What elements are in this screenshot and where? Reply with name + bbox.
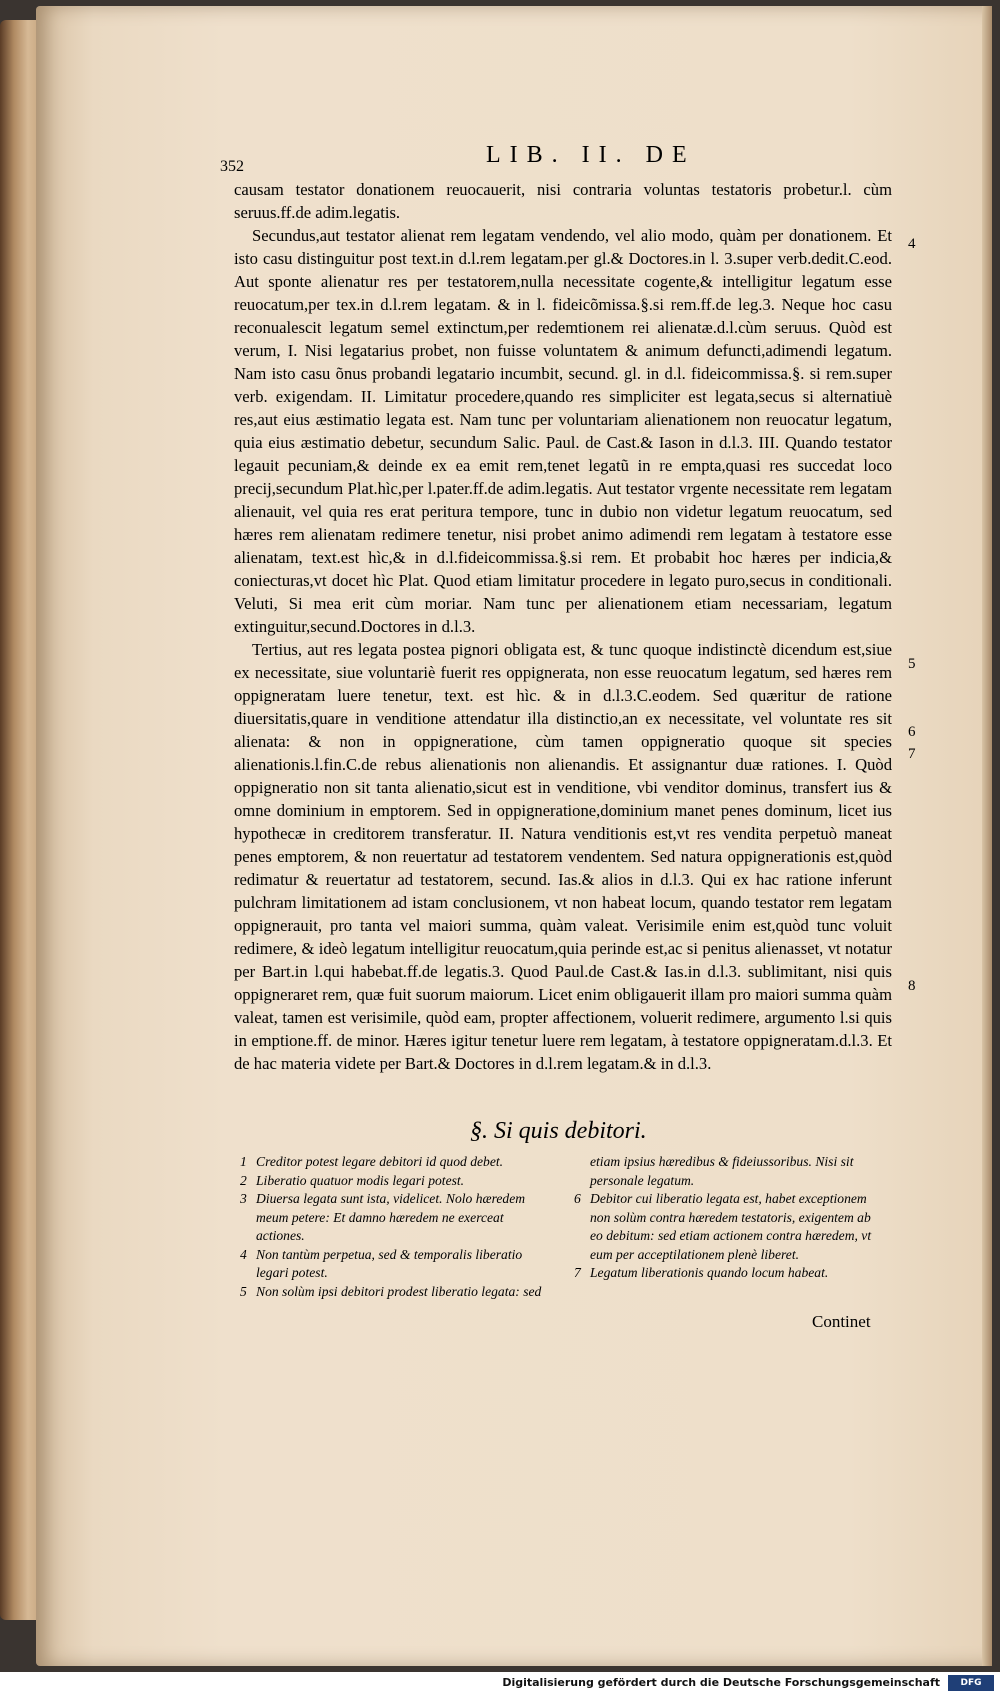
summary-text: Diuersa legata sunt ista, videlicet. Nolo hæredem meum petere: Et damno hæredem ne exerceat actiones.: [256, 1191, 526, 1243]
summary-item: [240, 1283, 552, 1302]
page-header: [0, 142, 1000, 175]
summary-column-left: [240, 1153, 552, 1301]
summary-number: 4: [240, 1246, 247, 1262]
footer: [0, 1672, 1000, 1695]
summary-text: etiam ipsius hæredibus & fideiussoribus. Nisi sit personale legatum.: [590, 1154, 854, 1188]
summary-item: [574, 1153, 886, 1190]
summary-item: [240, 1172, 552, 1191]
dfg-logo-icon: DFG: [948, 1675, 994, 1691]
running-head: LIB. II. DE: [486, 142, 696, 168]
funding-credit: Digitalisierung gefördert durch die Deutsche Forschungsgemeinschaft: [502, 1676, 940, 1689]
summary-text: Creditor potest legare debitori id quod debet.: [256, 1154, 504, 1169]
page-edge: [982, 6, 992, 1666]
summary-text: Legatum liberationis quando locum habeat.: [590, 1265, 829, 1280]
summary-number: 2: [240, 1172, 247, 1188]
summary-text: Non solùm ipsi debitori prodest liberatio legata: sed: [256, 1283, 542, 1299]
margin-number: 6: [908, 724, 916, 740]
summary-number: 5: [240, 1283, 247, 1299]
summary-number: 3: [240, 1191, 247, 1206]
body-text: [234, 178, 892, 1075]
margin-number: 8: [908, 978, 916, 994]
summary-item: [574, 1264, 886, 1283]
paragraph: Secundus,aut testator alienat rem legatam vendendo, vel alio modo, quàm per donationem. Et isto casu distinguitur post text.in d.l.rem legatam.per gl.& Doctores.in l. 3.super verb.dedit.C.eod. Aut sponte alienatur res per testatorem,nulla necessitate cogente,& intelligitur legatum esse reuocatum,per tex.in d.l.rem legatam. & in l. fideicõmissa.§.si rem.ff.de leg.3. Neque hoc casu reconualescit legatum semel extinctum,per redemtionem rei alienatæ.d.l.cùm seruus. Quòd est verum, I. Nisi legatarius probet, non fuisse voluntatem & animum defuncti,adimendi legatum. Nam isto casu õnus probandi legatario incumbit, secund. gl. in d.l. fideicommissa.§. si rem.super verb. exigendam. II. Limitatur procedere,quando res simpliciter est legata,secus si alternatiuè res,aut eius æstimatio legata est. Nam tunc per voluntariam alienationem non reuocatur legatum, quia eius æstimatio debetur, secundum Salic. Paul. de Cast.& Iason in d.l.3. III. Quando testator legauit pecuniam,& deinde ex ea emit rem,tenet legatũ in re empta,quasi res succedat loco precij,secundum Plat.hìc,per l.pater.ff.de adim.legatis. Aut testator vrgente necessitate rem legatam alienauit, vel quia res erat peritura tempore, tunc in dubio non videtur legatum reuocatum, sed hæres rem alienatam redimere tenetur, nisi probet animo adimendi rem legatam à testatore esse alienatam, text.est hìc,& in d.l.fideicommissa.§.si rem. Et probabit hoc hæres per indicia,& coniecturas,vt docet hìc Plat. Quod etiam limitatur procedere in legato puro,secus in conditionali. Veluti, Si mea erit cùm moriar. Nam tunc per alienationem etiam necessariam, legatum extinguitur,secund.Doctores in d.l.3.: [234, 226, 892, 636]
summary-text: Debitor cui liberatio legata est, habet exceptionem non solùm contra hæredem testatoris, exigentem ab eo debitum: sed etiam actionem contra hæredem, vt eum per acceptilationem plenè liberet.: [590, 1191, 872, 1262]
summary-number: 7: [574, 1265, 581, 1280]
margin-number: 5: [908, 656, 916, 672]
section-title: §. Si quis debitori.: [470, 1118, 647, 1144]
page-number: 352: [220, 158, 244, 175]
summary-text: Liberatio quatuor modis legari potest.: [256, 1172, 465, 1188]
paragraph: causam testator donationem reuocauerit, nisi contraria voluntas testatoris probetur.l. cùm seruus.ff.de adim.legatis.: [234, 180, 892, 222]
summary-item: [240, 1190, 552, 1246]
summary-number: 1: [240, 1154, 247, 1169]
summary-column-right: [574, 1153, 886, 1283]
summary-item: [574, 1190, 886, 1264]
book-spine: [0, 20, 40, 1620]
summary-number: [574, 1153, 590, 1190]
summary-item: [240, 1153, 552, 1172]
summary-item: [240, 1246, 552, 1283]
summary-text: Non tantùm perpetua, sed & temporalis liberatio legari potest.: [256, 1246, 523, 1280]
paragraph: Tertius, aut res legata postea pignori obligata est, & tunc quoque indistinctè dicendum est,siue ex necessitate, siue voluntariè fuerit res oppignerata, non esse reuocatum legatum, sed hæres rem oppigneratam luere tenetur, text. est hìc. & in d.l.3.C.eodem. Sed quæritur de ratione diuersitatis,quare in venditione attendatur illa distinctio,an ex necessitate, vel voluntate res sit alienata: & non in oppigneratione, cùm tamen oppigneratio quoque sit species alienationis.l.fin.C.de rebus alienationis non alienandis. Et assignantur duæ rationes. I. Quòd oppigneratio non sit tanta alienatio,sicut est in venditione, vbi venditor dominus, transfert ius & omne dominium in emptorem. Sed in oppigneratione,dominium manet penes dominum, licet ius hypothecæ in creditorem transferatur. II. Natura venditionis est,vt res vendita perpetuò maneat penes emptorem, & non reuertatur ad testatorem vendentem. Sed natura oppignerationis est,quòd redimatur & reuertatur ad testatorem, secund. Ias.& alios in d.l.3. Qui ex hac ratione inferunt pulchram limitationem ad istam conclusionem, vt non habeat locum, quando testator rem legatam oppignerauit, pro tanta vel maiori summa, quàm valeat. Verisimile enim est,quòd tunc voluit redimere, & ideò legatum intelligitur reuocatum,quia perinde est,ac si penitus alienasset, vt notatur per Bart.in l.qui habebat.ff.de legatis.3. Quod Paul.de Cast.& Ias.in d.l.3. sublimitant, nisi quis oppigneraret rem, quæ fuit suorum maiorum. Licet enim obligauerit illam pro maiori summa quàm valeat, tamen est verisimile, quòd eam, propter affectionem, voluerit redimere, argumento l.si quis in emptione.ff. de minor. Hæres igitur tenetur luere rem legatam, à testatore oppigneratam.d.l.3. Et de hac materia videte per Bart.& Doctores in d.l.rem legatam.& in d.l.3.: [234, 640, 892, 1073]
margin-number: 7: [908, 746, 916, 762]
summary-number: 6: [574, 1191, 581, 1206]
catchword: Continet: [812, 1312, 871, 1331]
margin-number: 4: [908, 236, 916, 252]
